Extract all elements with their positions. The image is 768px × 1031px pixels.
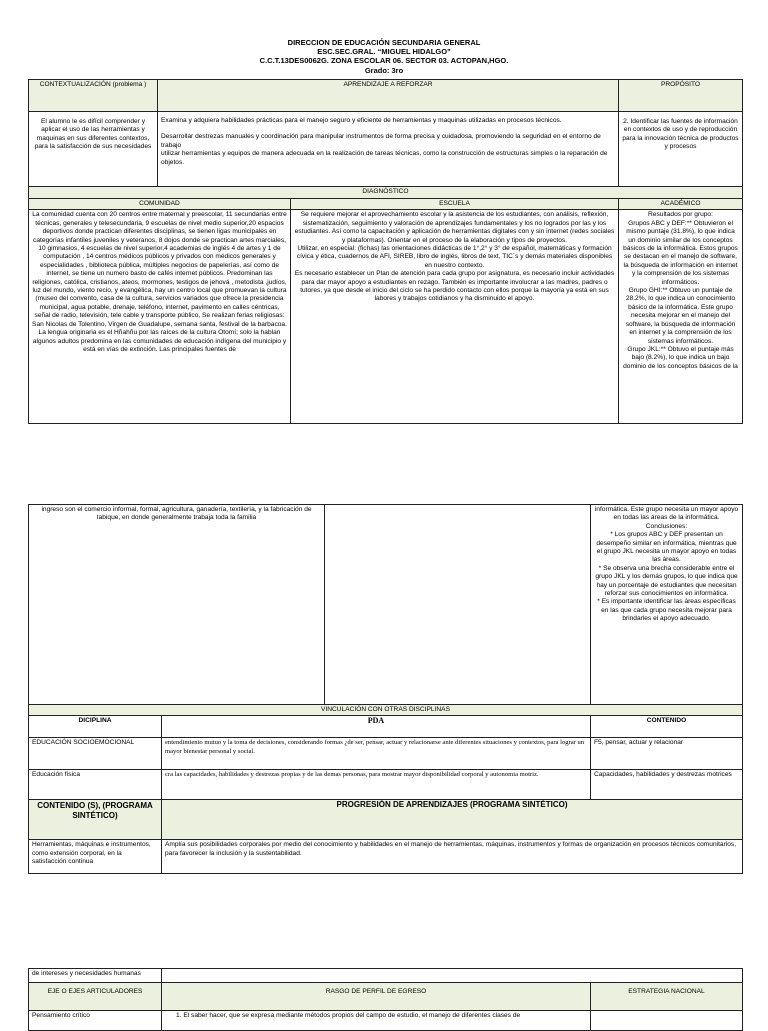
comunidad-text: La comunidad cuenta con 20 centros entre maternal y preescolar, 11 secundarias entre técnicas, generales y telesecundaria, 9 escuelas de nivel medio superior,20 espacios deportivos donde practican diferentes disciplinas, se tienen ligas municipales en categorías infantiles juveniles y veteranos, 8 dojos donde se practican artes marciales, 10 gimnasios, 4 escuelas de nivel superior,4 academias de inglés 4 de artes y 1 de computación , 14 centros médicos públicos y privados con médicos generales y especialidades , biblioteca pública, múltiples negocios de papelerías, así como de internet, se tiene un numero basto de cafés internet públicos. Predominan las religiones, católica, cristianos, ateos, mormones, testigos de jehová , metodista ,judíos, luz del mundo, viento recio, y evangélica, hay un centro local que promuevan la cultura (museo del convento, casa de la cultura, servicios variados que ofrece la presidencia municipal, agua potable, drenaje, teléfono, internet, pavimento en calles céntricas, señal de radio, televisión, tele cable y transporte público, Se realizan ferias religiosas: San Nicolas de Tolentino, Virgen de Guadalupe, semana santa, festival de la barbacoa. La lengua originaria es el Hñahñu por las raíces de la cultura Otomí; solo la hablan algunos adultos predomina en las comunidades de educación indígena del municipio y está en vías de extinción. Las principales fuentes de [29,210,291,424]
header-line-3: C.C.T.13DES0062G. ZONA ESCOLAR 06. SECTOR 03. ACTOPAN,HGO. [259,56,509,66]
empty-cell [162,969,743,983]
header-academico: ACADÉMICO [619,199,743,210]
header-contextualizacion: CONTEXTUALIZACIÓN (problema ) [29,80,158,112]
header-rasgo: RASGO DE PERFIL DE EGRESO [162,983,591,1011]
contenido-educacion-fisica: Capacidades, habilidades y destrezas motrices [591,770,743,800]
proposito-text: 2. Identificar las fuentes de información en contextos de uso y de reproducción para la innovación técnica de productos y procesos [619,112,743,187]
contenido-programa-text: Herramientas, máquinas e instrumentos, como extensión corporal, en la satisfacción continua [29,840,162,874]
header-proposito: PROPÓSITO [619,80,743,112]
aprendizaje-paragraph-1: Examina y adquiera habilidades prácticas para el manejo seguro y eficiente de herramientas y maquinas utilizadas en procesos técnicos. [161,117,562,124]
header-line-1: DIRECCION DE EDUCACIÓN SECUNDARIA GENERAL [287,38,481,47]
comunidad-text-cont: ingreso son el comercio informal, formal, agricultura, ganadería, textilería, y la fabricación de tabique, en donde generalmente trabaja toda la familia [29,505,325,705]
header-pda: PDA [162,716,591,738]
header-estrategia: ESTRATEGIA NACIONAL [591,983,743,1011]
document-header [0,38,768,75]
rasgo-text: 1. El saber hacer, que se expresa mediante métodos propios del campo de estudio, el manejo de diferentes clases de [162,1011,591,1031]
pda-educacion-fisica: cra las capacidades, habilidades y destrezas propias y de las demas personas, para mostrar mayor disponibilidad corporal y autonomia motriz. [162,770,591,800]
header-ejes: EJE O EJES ARTICULADORES [29,983,162,1011]
progresion-text: Amplía sus posibilidades corporales por medio del conocimiento y habilidades en el manejo de herramientas, máquinas, instrumentos y formas de organización en procesos técnicos comunitarios, para favorecer la inclusión y la sustentabilidad. [162,840,743,874]
header-contenido-programa: CONTENIDO (S), (PROGRAMA SINTÉTICO) [29,800,162,840]
contextualizacion-text: El alumno le es difícil comprender y aplicar el uso de las herramientas y maquinas en sus diferentes contextos, para la satisfacción de sus necesidades [29,112,158,187]
eje-pensamiento-critico: Pensamiento crítico [29,1011,162,1031]
escuela-text-cont [325,505,591,705]
header-diagnostico: DIAGNÓSTICO [29,187,743,199]
disciplina-educacion-fisica: Educación física [29,770,162,800]
contenido-programa-cont: de intereses y necesidades humanas [29,969,162,983]
header-disciplina: DICIPLINA [29,716,162,738]
aprendizaje-text [158,112,619,187]
header-aprendizaje: APRENDIZAJE A REFORZAR [158,80,619,112]
planning-table-page1 [28,79,743,424]
header-progresion: PROGRESIÓN DE APRENDIZAJES (PROGRAMA SINTÉTICO) [162,800,743,840]
pda-socioemocional: entendimiento mutuo y la toma de decisiones, considerando formas ¿de ser, pensar, actuar y relacionarse ante diferentes situaciones y contextos, para lograr un mayor bienestar personal y social. [162,738,591,770]
header-line-4: Grado: 3ro [364,65,404,75]
header-escuela: ESCUELA [291,199,619,210]
header-vinculacion: VINCULACIÓN CON OTRAS DISCIPLINAS [29,705,743,716]
contenido-socioemocional: F5, pensar, actuar y relacionar [591,738,743,770]
header-contenido: CONTENIDO [591,716,743,738]
planning-table-page2 [28,504,743,874]
aprendizaje-paragraph-2: Desarrollar destrezas manuales y coordinación para manipular instrumentos de forma precisa y cuidadosa, promoviendo la seguridad en el entorno de trabajo utilizar herramientas y equipos de manera adecuada en la realización de tareas técnicas, como la construcción de estructuras simples o la reparación de objetos. [161,133,608,166]
disciplina-socioemocional: EDUCACIÓN SOCIOEMOCIONAL [29,738,162,770]
academico-text-cont: informática. Este grupo necesita un mayor apoyo en todas las áreas de la informática. Conclusiones: * Los grupos ABC y DEF presentan un desempeño similar en informática, mientras que el grupo JKL necesita un mayor apoyo en todas las áreas. * Se observa una brecha considerable entre el grupo JKL y los demás grupos, lo que indica que hay un porcentaje de estudiantes que necesitan reforzar sus conocimientos en informática. * Es importante identificar las áreas específicas en las que cada grupo necesita mejorar para brindarles el apoyo adecuado. [591,505,743,705]
escuela-text: Se requiere mejorar el aprovechamiento escolar y la asistencia de los estudiantes, con análisis, reflexión, sistematización, seguimiento y valoración de aprendizajes fundamentales y los no logrados por las y los estudiantes. Así como la capacitación y aplicación de herramientas digitales con y sin internet (redes sociales y plataformas). Orientar en el proceso de la elaboración y tipos de proyectos. Utilizar, en especial: (fichas) las orientaciones didácticas de 1°,2° y 3° de español, matemáticas y formación cívica y ética, cuadernos de AFI, SIREB, libro de inglés, libros de text, TIC´s y demás materiales disponibles en nuestro contexto. Es necesario establecer un Plan de atención para cada grupo por asignatura, es necesario incluir actividades para dar mayor apoyo a estudiantes en rezago. También es importante involucrar a las madres, padres o tutores, ya que desde el inicio del ciclo se ha perdido contacto con ellos porque la mayoría ya está en sus labores y trabajos cotidianos y ha disminuido el apoyo. [291,210,619,424]
planning-table-page3 [28,968,743,1031]
header-line-2: ESC.SEC.GRAL. “MIGUEL HIDALGO” [317,47,451,57]
academico-text: Resultados por grupo: Grupos ABC y DEF:** Obtuvieron el mismo puntaje (31.8%), lo que indica un dominio similar de los conceptos básicos de la informática. Estos grupos se destacan en el manejo de software, la búsqueda de información en internet y la comprensión de los sistemas informáticos. Grupo GHI:** Obtuvo un puntaje de 28.2%, lo que indica un conocimiento básico de la informática. Este grupo necesita mejorar en el manejo del software, la búsqueda de información en internet y la comprensión de los sistemas informáticos. Grupo JKL:** Obtuvo el puntaje más bajo (8.2%), lo que indica un bajo dominio de los conceptos básicos de la [619,210,743,424]
header-comunidad: COMUNIDAD [29,199,291,210]
estrategia-text [591,1011,743,1031]
